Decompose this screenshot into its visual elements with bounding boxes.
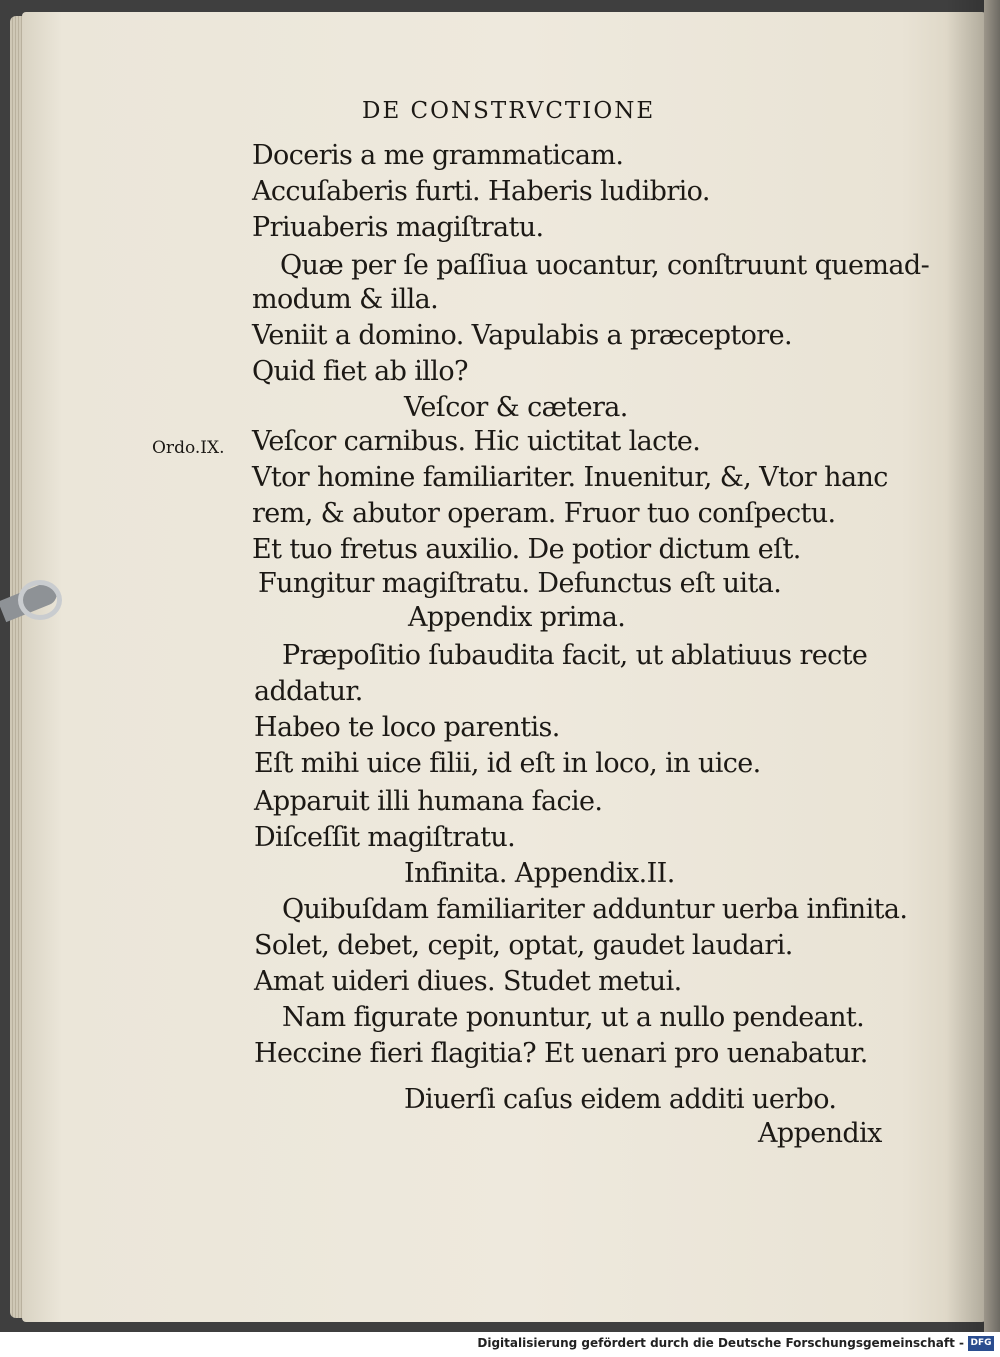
text-line: Veniit a domino. Vapulabis a præceptore. <box>252 320 792 351</box>
text-line: Et tuo fretus auxilio. De potior dictum eſt. <box>252 534 801 565</box>
text-line: Vtor homine familiariter. Inuenitur, &, Vtor hanc <box>252 462 888 493</box>
catchword: Appendix <box>758 1118 882 1149</box>
text-line: Heccine fieri flagitia? Et uenari pro uenabatur. <box>254 1038 868 1069</box>
text-line: Habeo te loco parentis. <box>254 712 560 743</box>
section-heading: Veſcor & cætera. <box>404 392 628 423</box>
text-line: Solet, debet, cepit, optat, gaudet laudari. <box>254 930 793 961</box>
running-title: DE CONSTRVCTIONE <box>362 98 656 124</box>
text-line: Quæ per ſe paſſiua uocantur, conſtruunt quemad- <box>280 250 930 281</box>
text-line: modum & illa. <box>252 284 439 315</box>
text-line: Accuſaberis furti. Haberis ludibrio. <box>252 176 710 207</box>
footer-bar <box>0 1332 1000 1357</box>
margin-note: Ordo.IX. <box>152 438 225 458</box>
text-line: Quid fiet ab illo? <box>252 356 468 387</box>
text-line: Quibuſdam familiariter adduntur uerba infinita. <box>282 894 908 925</box>
text-line: Fungitur magiſtratu. Defunctus eſt uita. <box>258 568 782 599</box>
text-line: Eſt mihi uice filii, id eſt in loco, in uice. <box>254 748 761 779</box>
text-line: Doceris a me grammaticam. <box>252 140 624 171</box>
text-line: rem, & abutor operam. Fruor tuo conſpectu. <box>252 498 836 529</box>
text-line: Veſcor carnibus. Hic uictitat lacte. <box>252 426 701 457</box>
text-line: Præpoſitio ſubaudita facit, ut ablatiuus recte <box>282 640 868 671</box>
text-line: Amat uideri diues. Studet metui. <box>254 966 682 997</box>
section-heading: Diuerſi caſus eidem additi uerbo. <box>404 1084 837 1115</box>
section-heading: Appendix prima. <box>408 602 626 633</box>
text-line: Apparuit illi humana facie. <box>254 786 603 817</box>
text-line: Nam figurate ponuntur, ut a nullo pendeant. <box>282 1002 865 1033</box>
section-heading: Infinita. Appendix.II. <box>404 858 675 889</box>
footer-credit: Digitalisierung gefördert durch die Deutsche Forschungsgemeinschaft - <box>477 1336 964 1350</box>
dfg-logo: DFG <box>968 1336 994 1351</box>
text-line: Diſceſſit magiſtratu. <box>254 822 516 853</box>
text-line: Priuaberis magiſtratu. <box>252 212 544 243</box>
text-line: addatur. <box>254 676 363 707</box>
